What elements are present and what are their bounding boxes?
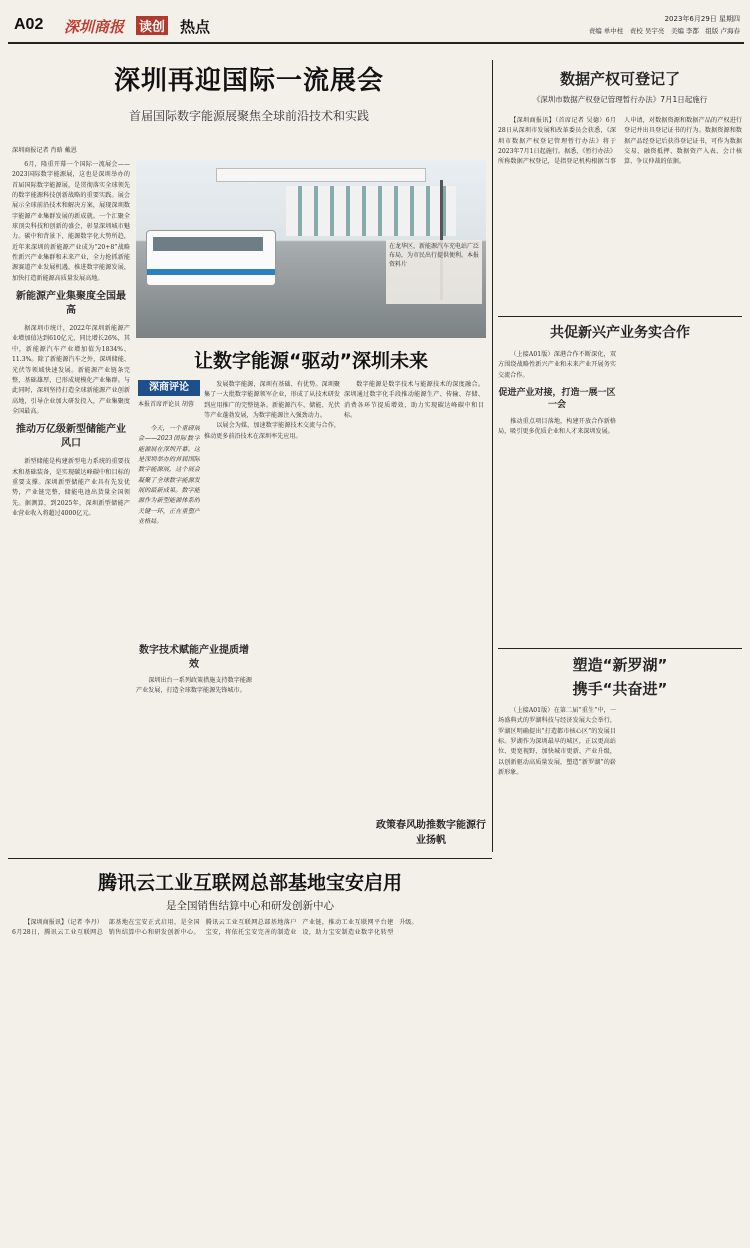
commentary-body-3: 以展会为媒，加速数字能源技术交流与合作，推动更多前沿技术在深圳率先应用。 (204, 422, 340, 440)
commentary-lower-col-2 (256, 640, 372, 855)
lead-body-3: 新型储能是构建新型电力系统的重要技术和基础装备，是实现碳达峰碳中和目标的重要支撑。深圳新型储能产业具有先发优势，产业链完整，储能电池出货量全国领先。据测算，到2025年，深圳新型储能产业营业收入将超过4000亿元。 (12, 458, 130, 517)
commentary-subhead-2: 政策春风助推数字能源行业扬帆 (376, 820, 486, 846)
staff-line: 责编 单中柱 责校 吴宇亮 美编 李都 组版 卢海春 (588, 27, 740, 35)
photo-canopy (216, 168, 426, 182)
page-number: A02 (14, 16, 44, 33)
right-mid-title: 共促新兴产业务实合作 (550, 325, 690, 341)
right-bottom-text: （上接A01版）在第二届“重生”中，一场盛典式的罗湖科技与经济发展大会举行，罗湖区明确提出“打造都市核心区”的发展目标。罗湖作为深圳最早的城区，正以更高站位、更宽视野，加快城市更新、产业升级，以创新驱动高质量发展，塑造“新罗湖”的崭新形象。 (498, 707, 616, 777)
commentary-author: 本报首席评论员 胡蓉 (138, 401, 194, 408)
lead-title: 深圳再迎国际一流展会 (113, 66, 384, 96)
photo-caption: 在龙华区，新能源汽车充电站广泛布局，为市民出行提供便利。本报资料片 (386, 240, 482, 304)
bottom-story-rule (8, 858, 492, 859)
right-mid-col-1 (498, 350, 616, 650)
lead-byline: 深圳商报记者 肖晗 戴恩 (12, 147, 77, 154)
commentary-tag: 深商评论 (138, 380, 200, 396)
commentary-lower-col-1 (136, 640, 252, 855)
right-mid-col-2 (622, 350, 742, 650)
right-top-rule (498, 316, 742, 317)
right-mid-text: （上接A01版）深港合作不断深化，双方围绕战略性新兴产业和未来产业开展务实交流合作。 (498, 351, 616, 379)
lead-subhead-1: 新能源产业集聚度全国最高 (16, 291, 126, 317)
bus-stripe (147, 269, 275, 275)
masthead-rule (8, 42, 744, 44)
commentary-body-4: 数字能源是数字技术与能源技术的深度融合。深圳通过数字化手段推动能源生产、传输、存储、消费各环节提质增效，助力实现碳达峰碳中和目标。 (344, 381, 484, 420)
bus-window (153, 237, 263, 251)
column-divider (492, 60, 493, 852)
right-mid-subhead: 促进产业对接，打造一展一区一会 (498, 388, 616, 411)
right-top-title: 数据产权可登记了 (559, 70, 680, 88)
lead-subtitle: 首届国际数字能源展聚焦全球前沿技术和实践 (128, 109, 369, 123)
commentary-col-2 (204, 380, 340, 640)
commentary-col-1 (138, 424, 200, 634)
right-top-body (498, 116, 742, 312)
lead-body-2: 据深圳市统计，2022年深圳新能源产业增加值达到610亿元，同比增长26%，其中，新能源汽车产业增加值为1834%、11.3%。除了新能源汽车之外，深圳储能、光伏等领域快速发展。新能源产业链条完整，基础雄厚，已形成规模化产业集群。与此同时，深圳坚持打造全球新能源产业创新高地，引导企业加大研发投入，产业集聚度全国最高。 (12, 325, 130, 415)
masthead (8, 6, 744, 40)
right-mid-text-2: 推动重点项目落地，构建开放合作新格局，吸引更多优质企业和人才来深圳发展。 (498, 418, 616, 436)
lead-subhead-2: 推动万亿级新型储能产业风口 (16, 424, 126, 450)
photo-charger-row (286, 186, 456, 236)
photo-bus (146, 230, 276, 286)
bottom-subtitle: 是全国销售结算中心和研发创新中心 (166, 900, 334, 912)
issue-date: 2023年6月29日 星期四 (664, 15, 740, 23)
commentary-body: 今天，一个重磅展会——2023国际数字能源展在深圳开幕。这是深圳举办的首届国际数字能源展，这个展会凝聚了全球数字能源发展的最新成果。数字能源作为新型能源体系的关键一环，正在重塑产业格局。 (138, 425, 200, 526)
right-top-text: 【深圳商报讯】（首席记者 吴德）6月28日从深圳市发展和改革委员会获悉，《深圳市数据产权登记管理暂行办法》将于2023年7月1日起施行。据悉，《暂行办法》所称数据产权登记，是指登记机构根据当事人申请，对数据资源和数据产品的产权进行登记并出具登记证书的行为。数据资源和数据产品经登记后获得登记证书，可作为数据交易、融资抵押、数据资产入表、会计核算、争议仲裁的依据。 (498, 117, 742, 166)
bottom-body: 【深圳商报讯】（记者 李丹）6月28日，腾讯云工业互联网总部基地在宝安正式启用，是全国销售结算中心和研发创新中心。腾讯云工业互联网总部基地落户宝安，将依托宝安完善的制造业产业链，推动工业互联网平台建设，助力宝安制造业数字化转型升级。 (12, 919, 418, 937)
lead-headline-block (8, 60, 490, 140)
commentary-body-5: 深圳出台一系列政策措施支持数字能源产业发展，打造全球数字能源先锋城市。 (136, 677, 252, 695)
lead-body: 6月，隆重开幕一个国际一流展会——2023国际数字能源展，这也是深圳举办的首届国际数字能源展，是贯彻落实全球领先的数字能源科技创新战略的重要实践。展会展示全球前沿技术和解决方案，展现深圳数字能源产业集群发展的新成就。一个汇聚全球顶尖科技和创新的盛会，彰显深圳城市魅力。碳中和背景下，能源数字化大势所趋，近年来深圳的新能源产业成为“20+8”战略性新兴产业集群和未来产业，全力抢抓新能源赛道产业发展机遇，推进数字能源发展，加快打造新能源高质量发展高地。 (12, 161, 130, 282)
right-bottom-title-2: 携手“共奋进” (572, 680, 668, 698)
bottom-columns (12, 918, 490, 1240)
section-label: 热点 (180, 18, 211, 36)
right-bottom-col-2 (622, 706, 742, 1240)
right-bottom-title: 塑造“新罗湖” (572, 656, 668, 674)
masthead-logo: 深圳商报 (64, 18, 125, 36)
commentary-body-2: 发展数字能源，深圳有基础、有优势。深圳聚集了一大批数字能源领军企业，形成了从技术研发到应用推广的完整链条。新能源汽车、储能、光伏等产业蓬勃发展，为数字能源注入强劲动力。 (204, 381, 340, 420)
lead-column (12, 160, 130, 693)
bottom-title: 腾讯云工业互联网总部基地宝安启用 (97, 872, 402, 894)
commentary-subhead-1: 数字技术赋能产业提质增效 (139, 645, 249, 670)
commentary-col-3 (344, 380, 484, 640)
right-top-subtitle: 《深圳市数据产权登记管理暂行办法》7月1日起施行 (532, 95, 708, 104)
commentary-title: 让数字能源“驱动”深圳未来 (194, 350, 428, 372)
right-mid-rule (498, 648, 742, 649)
masthead-logo-badge: 读创 (136, 16, 168, 35)
right-bottom-col-1 (498, 706, 616, 1240)
